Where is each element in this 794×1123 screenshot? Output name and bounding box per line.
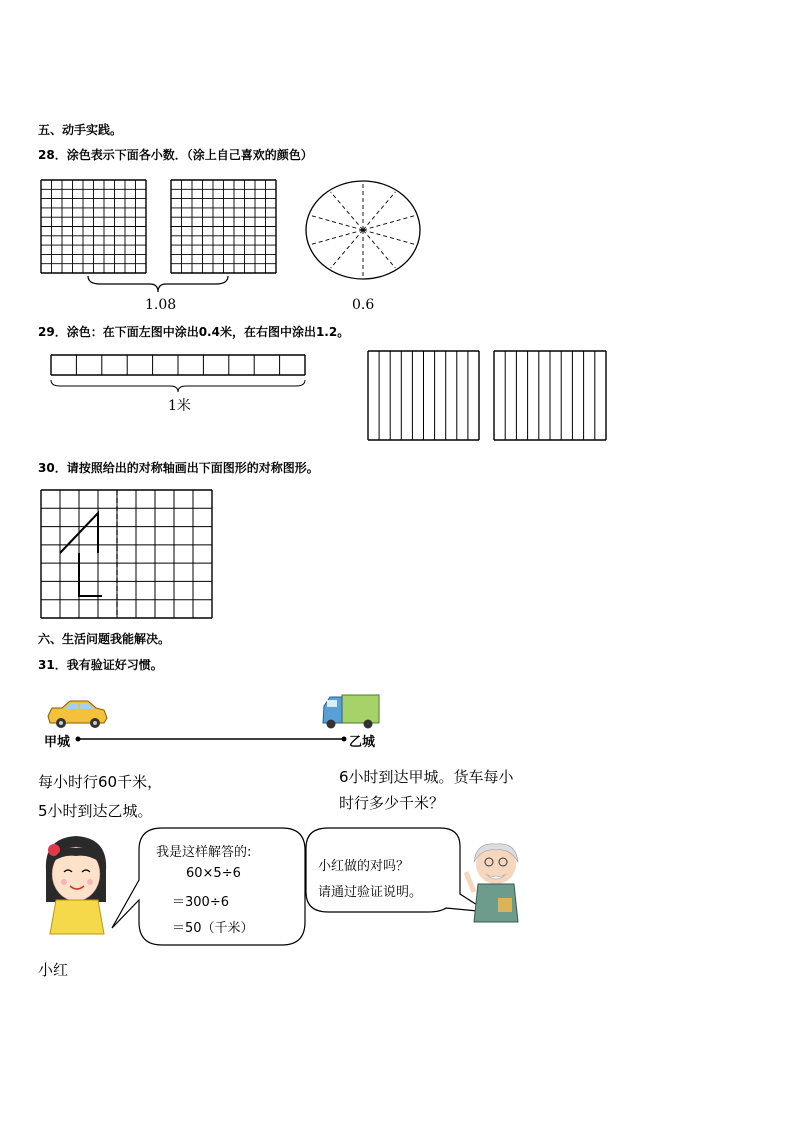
right-problem-line-1: 6小时到达甲城。货车每小 <box>339 768 514 786</box>
girl-speech-line-1: 我是这样解答的: <box>156 845 252 860</box>
question-30-text: 30．请按照给出的对称轴画出下面图形的对称图形。 <box>38 461 319 475</box>
girl-speech-line-2: 60×5÷6 <box>186 866 241 881</box>
city-a-label: 甲城 <box>44 735 71 750</box>
girl-avatar <box>46 836 106 934</box>
section-five-title: 五、动手实践。 <box>38 123 123 137</box>
question-31-text: 31．我有验证好习惯。 <box>38 658 163 672</box>
girl-speech-line-4: ＝50（千米） <box>172 921 254 936</box>
left-problem-line-1: 每小时行60千米， <box>38 773 163 791</box>
left-problem-line-2: 5小时到达乙城。 <box>38 802 153 820</box>
right-problem-line-2: 时行多少千米？ <box>339 794 445 812</box>
ruler-label: 1米 <box>168 398 191 414</box>
section-six-title: 六、生活问题我能解决。 <box>38 632 171 646</box>
city-b-label: 乙城 <box>349 735 376 750</box>
girl-name-label: 小红 <box>38 961 69 979</box>
teacher-speech-line-2: 请通过验证说明。 <box>318 885 423 900</box>
grids-value-label: 1.08 <box>145 297 177 313</box>
circle-value-label: 0.6 <box>352 297 375 313</box>
teacher-speech-line-1: 小红做的对吗？ <box>318 859 410 874</box>
question-28-text: 28．涂色表示下面各小数．（涂上自己喜欢的颜色） <box>38 148 313 162</box>
question-29-text: 29．涂色：在下面左图中涂出0.4米，在右图中涂出1.2。 <box>38 325 350 339</box>
girl-speech-line-3: ＝300÷6 <box>172 895 229 910</box>
